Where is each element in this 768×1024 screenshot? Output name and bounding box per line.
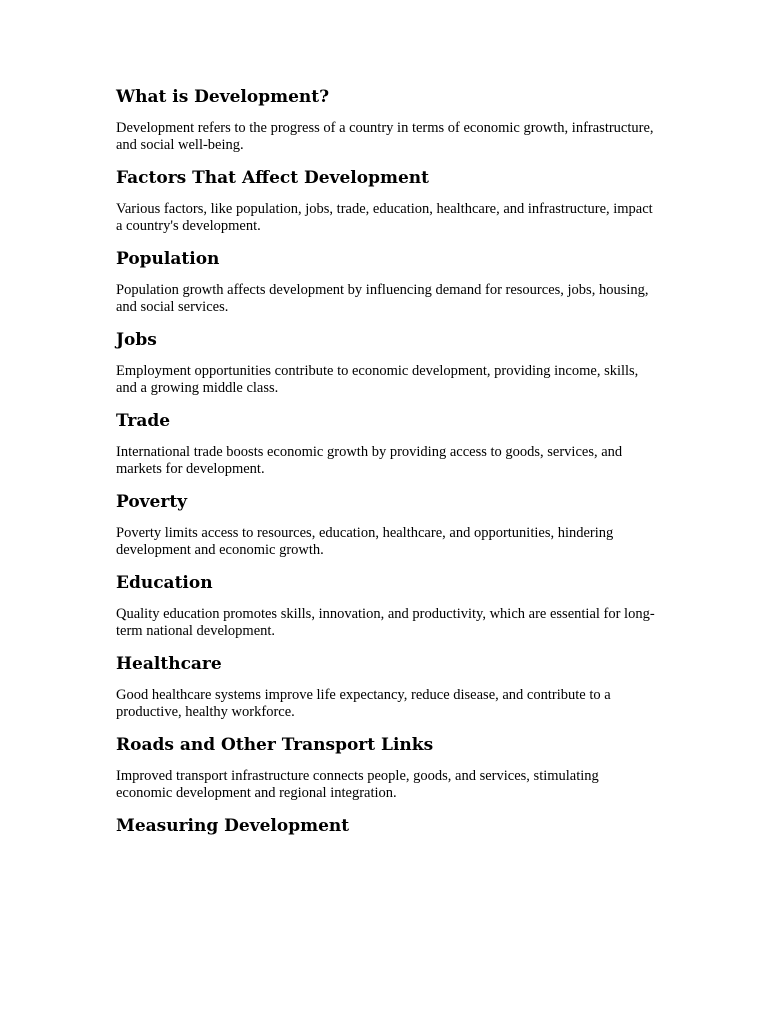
- section-heading: Poverty: [116, 492, 188, 512]
- section-poverty: [116, 491, 656, 559]
- section-heading: Healthcare: [116, 654, 222, 674]
- section-body: Employment opportunities contribute to economic development, providing income, skills, and a growing middle class.: [116, 363, 639, 396]
- section-body: Quality education promotes skills, innovation, and productivity, which are essential for long-term national development.: [116, 606, 655, 639]
- section-body: International trade boosts economic growth by providing access to goods, services, and markets for development.: [116, 444, 623, 477]
- section-body: Improved transport infrastructure connects people, goods, and services, stimulating economic development and regional integration.: [116, 768, 599, 801]
- section-body: Poverty limits access to resources, education, healthcare, and opportunities, hindering development and economic growth.: [116, 525, 614, 558]
- section-heading: Population: [116, 249, 220, 269]
- section-heading: Trade: [116, 411, 171, 431]
- section-factors: [116, 167, 656, 235]
- section-heading: Roads and Other Transport Links: [116, 735, 434, 755]
- section-healthcare: [116, 653, 656, 721]
- document-page: [116, 86, 656, 837]
- section-heading: Education: [116, 573, 213, 593]
- section-education: [116, 572, 656, 640]
- section-body: Development refers to the progress of a country in terms of economic growth, infrastructure, and social well-being.: [116, 120, 654, 153]
- section-heading: What is Development?: [116, 87, 330, 107]
- section-what-is-development: [116, 86, 656, 154]
- section-heading: Jobs: [116, 330, 157, 350]
- section-measuring-development: [116, 815, 656, 837]
- section-body: Population growth affects development by influencing demand for resources, jobs, housing, and social services.: [116, 282, 649, 315]
- section-heading: Factors That Affect Development: [116, 168, 429, 188]
- section-body: Good healthcare systems improve life expectancy, reduce disease, and contribute to a productive, healthy workforce.: [116, 687, 611, 720]
- section-body: Various factors, like population, jobs, trade, education, healthcare, and infrastructure, impact a country's development.: [116, 201, 653, 234]
- section-heading: Measuring Development: [116, 816, 350, 836]
- section-jobs: [116, 329, 656, 397]
- section-transport: [116, 734, 656, 802]
- section-trade: [116, 410, 656, 478]
- section-population: [116, 248, 656, 316]
